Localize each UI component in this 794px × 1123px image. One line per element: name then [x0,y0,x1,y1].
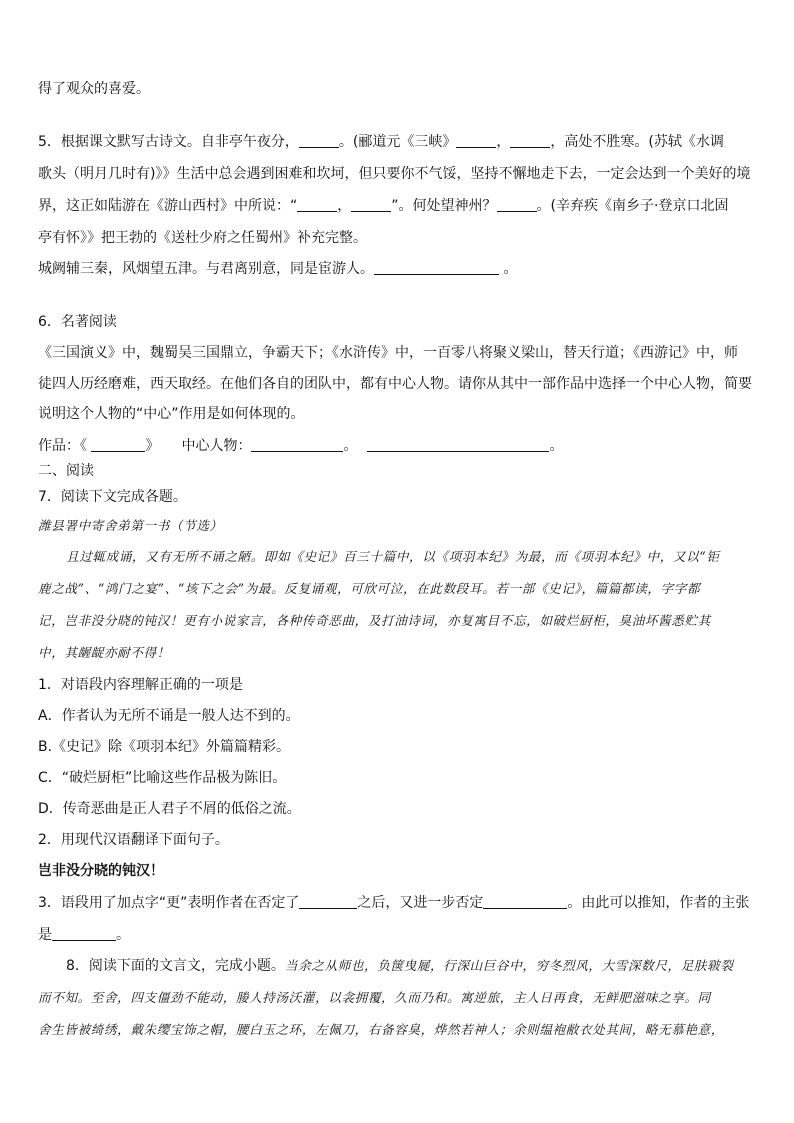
answer-blank[interactable] [351,197,391,212]
option-c[interactable] [38,767,756,789]
text: 歌头（明月几时有)》》生活中总会遇到困难和坎坷，但只要你不气馁，坚持不懈地走下去，一定会达到一个美好的境 [38,166,751,182]
sub-question-3-cont [38,924,756,946]
text: 亭有怀》》把王勃的《送杜少府之任蜀州》补充完整。 [38,230,367,246]
text: 。 [116,927,130,943]
question-5-line-3 [38,195,756,217]
explanation-blank[interactable] [367,437,549,452]
text: B.《史记》除《项羽本纪》外篇篇精彩。 [38,739,291,755]
text: 6．名著阅读 [38,314,117,330]
question-6-line-1 [38,342,756,364]
text: 城阙辅三秦，风烟望五津。与君离别意，同是宦游人。 [38,261,374,277]
text: ”。何处望神州？ [391,198,497,214]
text: 作品：《 [38,438,87,454]
text: 5．根据课文默写古诗文。自非亭午夜分， [38,134,299,150]
answer-blank[interactable] [374,260,499,275]
text: 舍生皆被绮绣，戴朱缨宝饰之帽，腰白玉之环，左佩刀，右备容臭，烨然若神人；余则缊袍敝衣处其间，略无慕艳意， [38,1022,725,1037]
question-5-line-1 [38,131,756,153]
answer-blank[interactable] [497,197,537,212]
text: 当余之从师也，负箧曳屣，行深山巨谷中，穷冬烈风，大雪深数尺，足肤皲裂 [284,958,734,973]
question-6-answer-line [38,435,756,457]
text: 记，岂非没分晓的钝汉！更有小说家言，各种传奇恶曲，及打油诗词，亦复寓目不忘，如破烂厨柜，臭油坏酱悉贮其 [38,613,711,628]
sub-question-3 [38,892,756,914]
passage-line [38,987,756,1009]
answer-blank[interactable] [483,894,567,909]
passage-line [38,642,756,664]
option-b[interactable] [38,736,756,758]
text: 。由此可以推知，作者的主张 [567,895,750,911]
question-5-line-5 [38,258,756,280]
question-6-line-2 [38,373,756,395]
text: 中，其龌龊亦耐不得！ [38,645,170,660]
question-5-line-4 [38,227,756,249]
option-a[interactable] [38,705,756,727]
text: 。 [549,438,564,454]
passage-line [38,1019,756,1041]
text: A．作者认为无所不诵是一般人达不到的。 [38,708,300,724]
text: D．传奇恶曲是正人君子不屑的低俗之流。 [38,801,301,817]
text: 。 [503,261,518,277]
answer-blank[interactable] [510,133,550,148]
text: 。 [343,438,358,454]
work-title-blank[interactable] [91,437,145,452]
sub-question-2 [38,829,756,851]
passage-line [38,610,756,632]
text: 且过辄成诵，又有无所不诵之陋。即如《史记》百三十篇中，以《项羽本纪》为最，而《项羽本纪》中，又以“钜 [66,549,720,564]
text: 。(辛弃疾《南乡子·登京口北固 [536,198,729,214]
question-8-line-1 [66,955,756,977]
text: 是 [38,927,52,943]
text: C．“破烂厨柜”比喻这些作品极为陈旧。 [38,770,287,786]
text: 得了观众的喜爱。 [38,81,150,97]
text: 徒四人历经磨难，西天取经。在他们各自的团队中，都有中心人物。请你从其中一部作品中选择一个中心人物，简要 [38,376,752,392]
central-character-blank[interactable] [251,437,343,452]
answer-blank[interactable] [299,133,339,148]
passage-line [38,578,756,600]
text: 中心人物： [181,438,252,454]
text: 》 [145,438,160,454]
question-6-title [38,311,756,333]
text: 。(郦道元《三峡》 [338,134,457,150]
answer-blank[interactable] [456,133,496,148]
answer-blank[interactable] [52,926,116,941]
text: 7．阅读下文完成各题。 [38,489,187,505]
text: 说明这个人物的“中心”作用是如何体现的。 [38,406,305,422]
sentence-to-translate [38,860,756,882]
text: 《三国演义》中，魏蜀吴三国鼎立，争霸天下；《水浒传》中，一百零八将聚义梁山，替天行道；《西游记》中，师 [38,345,738,361]
text: 之后，又进一步否定 [357,895,484,911]
option-d[interactable] [38,798,756,820]
text: 二、阅读 [38,463,94,479]
question-6-line-3 [38,403,756,425]
question-7-title [38,486,756,508]
answer-blank[interactable] [299,894,357,909]
text: 界，这正如陆游在《游山西村》中所说：“ [38,198,298,214]
text: ， [496,134,511,150]
text: 岂非没分晓的钝汉！ [38,863,164,879]
text: 8．阅读下面的文言文，完成小题。 [66,958,285,974]
text: 1．对语段内容理解正确的一项是 [38,677,243,693]
text-line [38,78,756,100]
sub-question-1 [38,674,756,696]
answer-blank[interactable] [297,197,337,212]
passage-line [66,546,756,568]
text: 3．语段用了加点字“更”表明作者在否定了 [38,895,300,911]
text: ，高处不胜寒。(苏轼《水调 [550,134,724,150]
text: 而不知。至舍，四支僵劲不能动，媵人持汤沃灌，以衾拥覆，久而乃和。寓逆旅，主人日再食，无鲜肥滋味之享。同 [38,990,711,1005]
text: ， [337,198,352,214]
section-heading [38,460,756,482]
passage-title [38,515,756,537]
text: 2．用现代汉语翻译下面句子。 [38,832,229,848]
text: 潍县署中寄舍弟第一书（节选） [38,518,223,533]
question-5-line-2 [38,163,756,185]
text: 鹿之战”、“鸿门之宴”、“垓下之会”为最。反复诵观，可欣可泣，在此数段耳。若一部《史记》，篇篇都读，字字都 [38,581,701,596]
